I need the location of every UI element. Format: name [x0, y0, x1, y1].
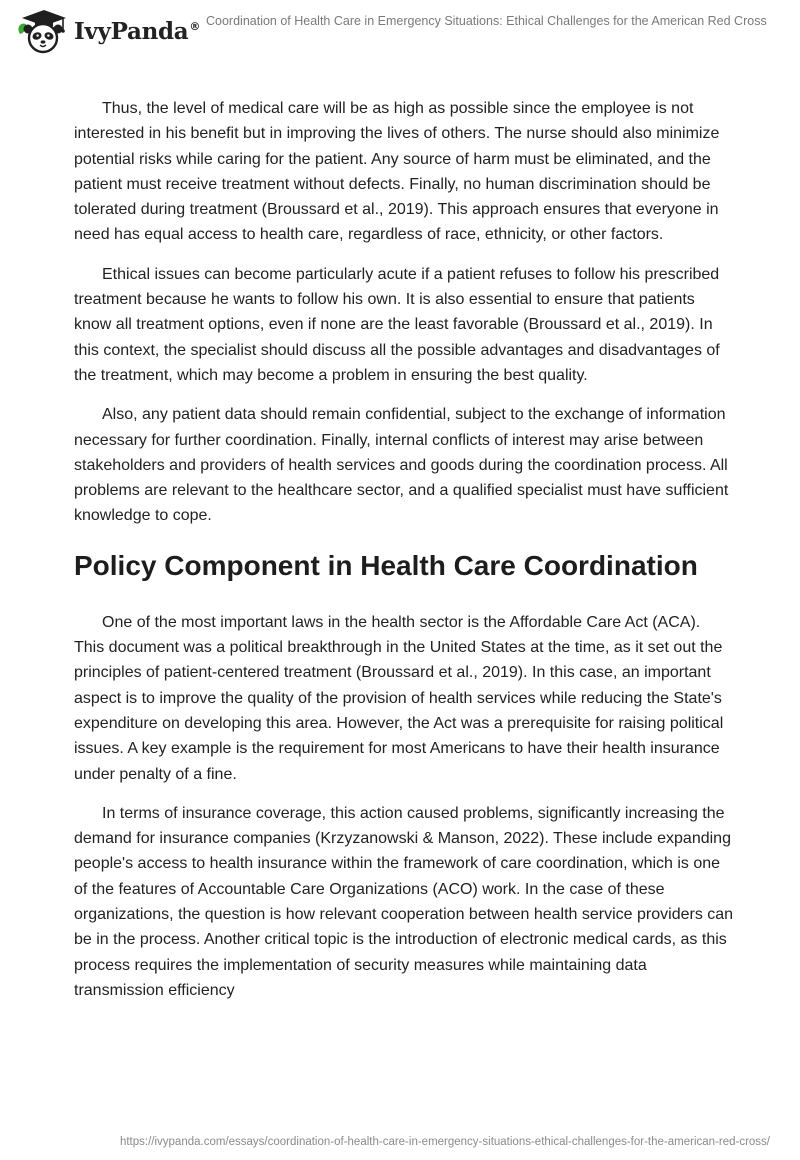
brand-name [74, 18, 200, 45]
document-title: Coordination of Health Care in Emergency Situations: Ethical Challenges for the American Red Cross [206, 14, 767, 28]
paragraph: Thus, the level of medical care will be as high as possible since the employee is not interested in his benefit but in improving the lives of others. The nurse should also minimize potential risks while caring for the patient. Any source of harm must be eliminated, and the patient must receive treatment without defects. Finally, no human discrimination should be tolerated during treatment (Broussard et al., 2019). This approach ensures that everyone in need has equal access to health care, regardless of race, ethnicity, or other factors. [74, 100, 720, 244]
paragraph: In terms of insurance coverage, this action caused problems, significantly increasing the demand for insurance companies (Krzyzanowski & Manson, 2022). These include expanding people's access to health insurance within the framework of care coordination, which is one of the features of Accountable Care Organizations (ACO) work. In the case of these organizations, the question is how relevant cooperation between health service providers can be in the process. Another critical topic is the introduction of electronic medical cards, as this process requires the implementation of security measures while maintaining data transmission efficiency [74, 804, 734, 999]
paragraph: Ethical issues can become particularly acute if a patient refuses to follow his prescribed treatment because he wants to follow his own. It is also essential to ensure that patients know all treatment options, even if none are the least favorable (Broussard et al., 2019). In this context, the specialist should discuss all the possible advantages and disadvantages of the treatment, which may become a problem in ensuring the best quality. [74, 265, 720, 384]
essay-content [74, 96, 734, 1017]
source-url[interactable]: https://ivypanda.com/essays/coordination-of-health-care-in-emergency-situations-ethical-challenges-for-the-american-red-cross/ [119, 1136, 770, 1148]
page-header [0, 0, 800, 60]
panda-graduate-icon [14, 8, 70, 54]
ivypanda-logo[interactable] [14, 8, 200, 54]
paragraph: One of the most important laws in the health sector is the Affordable Care Act (ACA). This document was a political breakthrough in the United States at the time, as it set out the principles of patient-centered treatment (Broussard et al., 2019). In this case, an important aspect is to improve the quality of the provision of health services while reducing the State's expenditure on developing this area. However, the Act was a prerequisite for raising political issues. A key example is the requirement for most Americans to have their health insurance under penalty of a fine. [74, 613, 724, 783]
paragraph: Also, any patient data should remain confidential, subject to the exchange of information necessary for further coordination. Finally, internal conflicts of interest may arise between stakeholders and providers of health services and goods during the coordination process. All problems are relevant to the healthcare sector, and a qualified specialist must have sufficient knowledge to cope. [74, 406, 729, 525]
brand-text: IvyPanda [74, 17, 189, 45]
section-heading: Policy Component in Health Care Coordination [74, 549, 698, 581]
registered-mark: ® [189, 19, 201, 33]
